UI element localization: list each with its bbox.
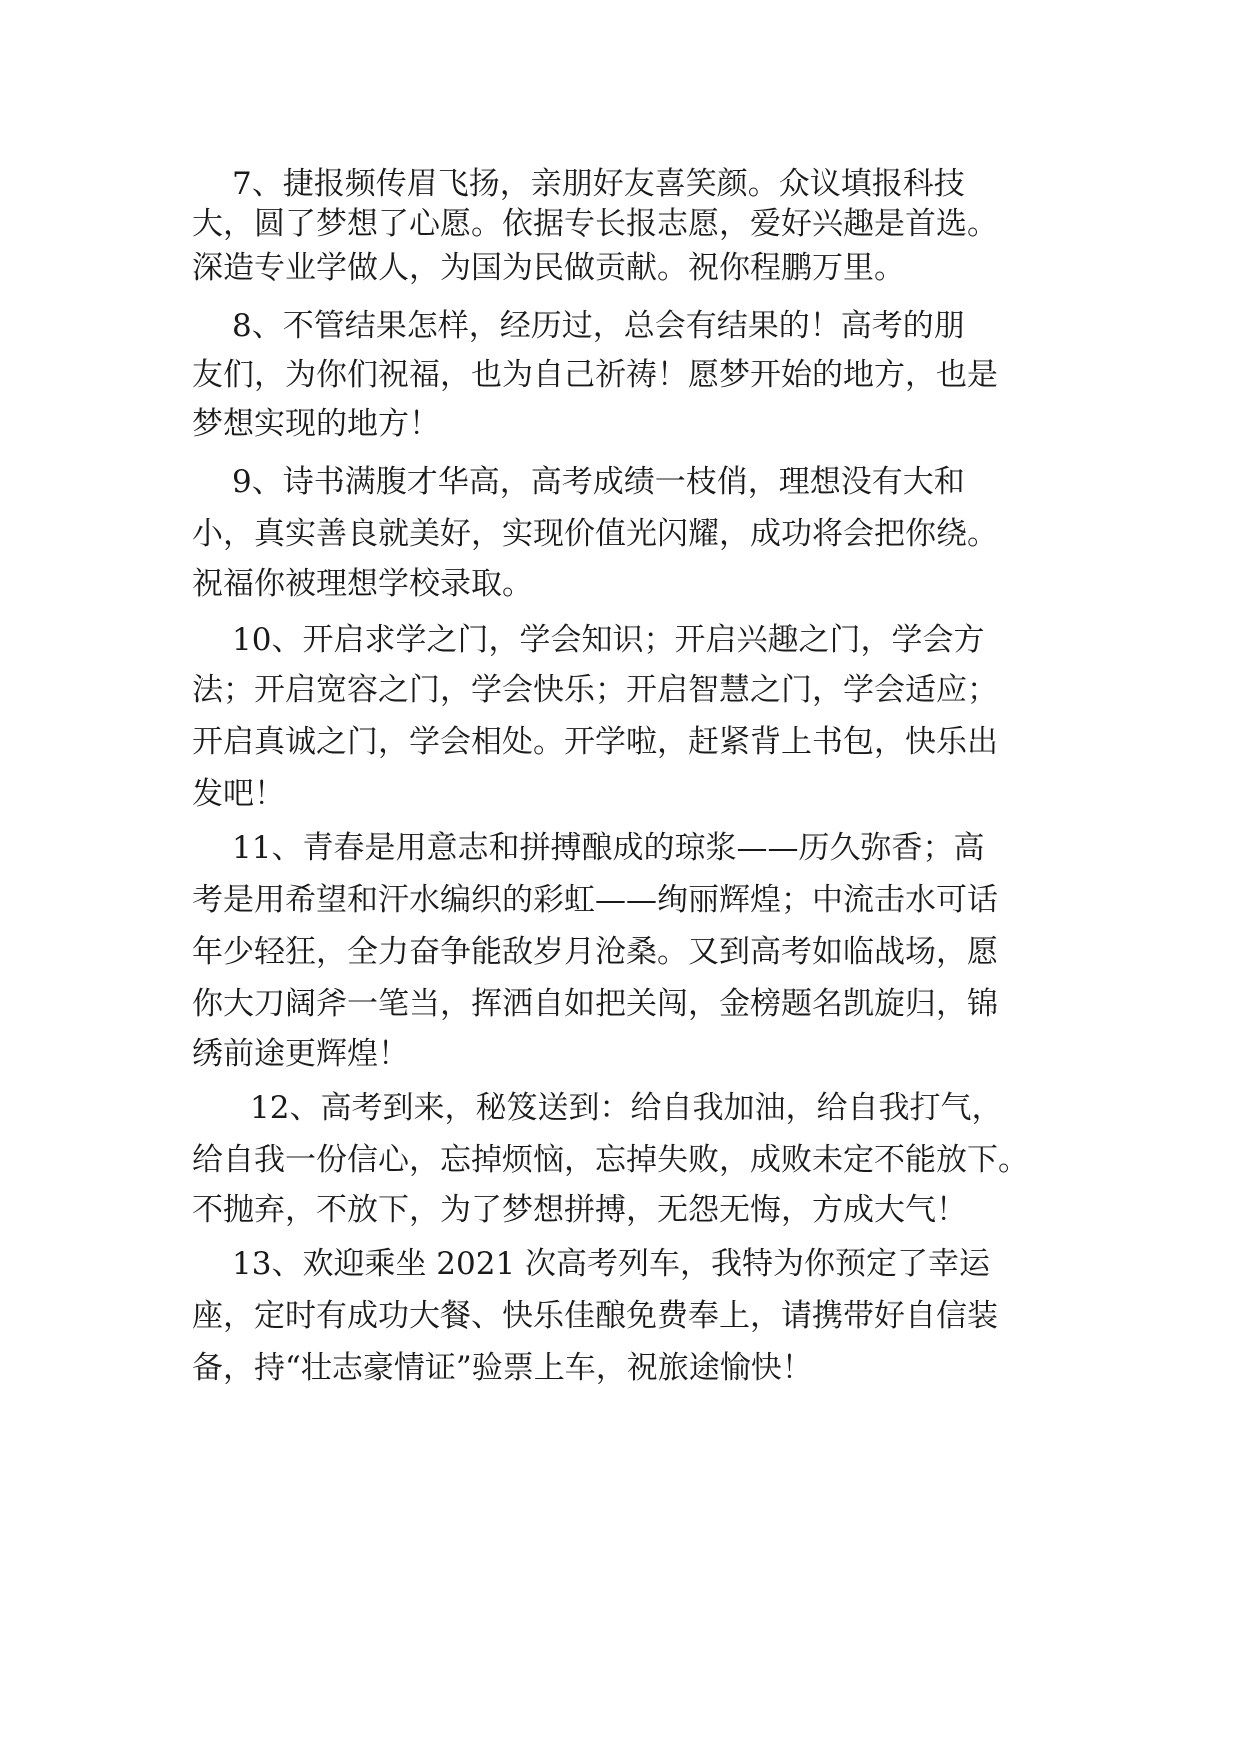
paragraph-9-line-3: 祝福你被理想学校录取。 [192, 566, 533, 602]
paragraph-7-line-1: 7、捷报频传眉飞扬，亲朋好友喜笑颜。众议填报科技 [232, 166, 965, 202]
paragraph-10-line-3: 开启真诚之门，学会相处。开学啦，赶紧背上书包，快乐出 [192, 724, 998, 760]
paragraph-9-line-2: 小，真实善良就美好，实现价值光闪耀，成功将会把你绕。 [192, 516, 998, 552]
paragraph-9-line-1: 9、诗书满腹才华高，高考成绩一枝俏，理想没有大和 [232, 464, 965, 500]
paragraph-8-line-3: 梦想实现的地方！ [192, 406, 440, 442]
paragraph-11-line-5: 绣前途更辉煌！ [192, 1036, 409, 1072]
paragraph-12-line-3: 不抛弃，不放下，为了梦想拼搏，无怨无悔，方成大气！ [192, 1192, 967, 1228]
paragraph-11-line-1: 11、青春是用意志和拼搏酿成的琼浆——历久弥香；高 [232, 830, 985, 866]
paragraph-13-line-3: 备，持“壮志豪情证”验票上车，祝旅途愉快！ [192, 1350, 813, 1386]
paragraph-7-line-3: 深造专业学做人，为国为民做贡献。祝你程鹏万里。 [192, 250, 905, 286]
paragraph-11-line-3: 年少轻狂，全力奋争能敌岁月沧桑。又到高考如临战场，愿 [192, 934, 998, 970]
paragraph-8-line-2: 友们，为你们祝福，也为自己祈祷！愿梦开始的地方，也是 [192, 357, 998, 393]
paragraph-10-line-1: 10、开启求学之门，学会知识；开启兴趣之门，学会方 [232, 622, 985, 658]
paragraph-12-line-1: 12、高考到来，秘笈送到：给自我加油，给自我打气， [250, 1090, 1003, 1126]
paragraph-11-line-2: 考是用希望和汗水编织的彩虹——绚丽辉煌；中流击水可话 [192, 882, 998, 918]
paragraph-8-line-1: 8、不管结果怎样，经历过，总会有结果的！高考的朋 [232, 308, 965, 344]
paragraph-10-line-2: 法；开启宽容之门，学会快乐；开启智慧之门，学会适应； [192, 672, 998, 708]
paragraph-7-line-2: 大，圆了梦想了心愿。依据专长报志愿，爱好兴趣是首选。 [192, 206, 998, 242]
paragraph-12-line-2: 给自我一份信心，忘掉烦恼，忘掉失败，成败未定不能放下。 [192, 1142, 1029, 1178]
paragraph-11-line-4: 你大刀阔斧一笔当，挥洒自如把关闯，金榜题名凯旋归，锦 [192, 986, 998, 1022]
paragraph-10-line-4: 发吧！ [192, 776, 285, 812]
paragraph-13-line-2: 座，定时有成功大餐、快乐佳酿免费奉上，请携带好自信装 [192, 1298, 998, 1334]
paragraph-13-line-1: 13、欢迎乘坐 2021 次高考列车，我特为你预定了幸运 [232, 1246, 991, 1282]
